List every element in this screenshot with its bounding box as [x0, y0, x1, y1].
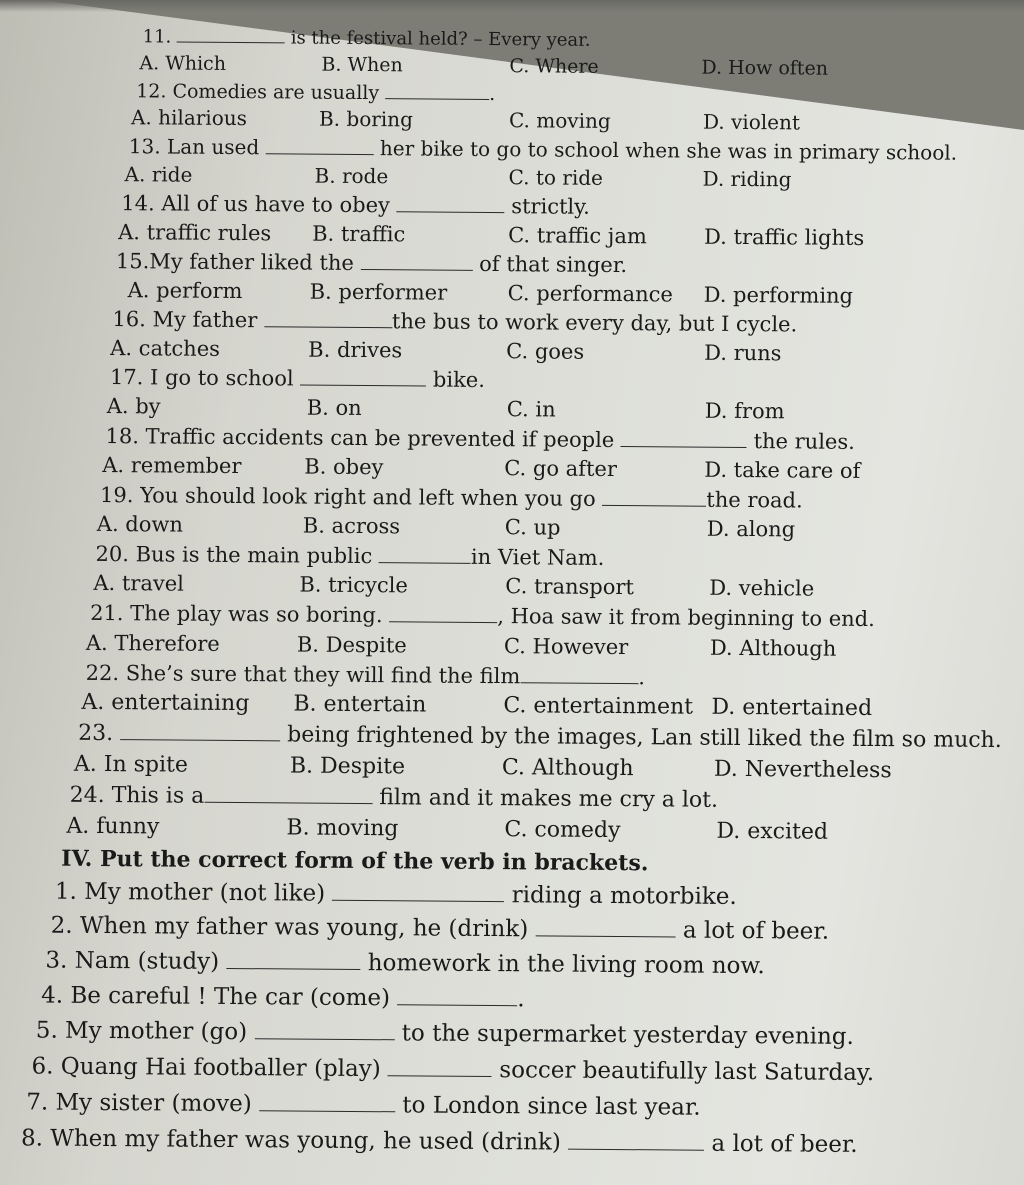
option-b[interactable]: B. Despite	[296, 632, 407, 658]
answer-blank[interactable]	[259, 1092, 395, 1112]
answer-blank[interactable]	[385, 80, 489, 100]
option-d[interactable]: D. take care of	[704, 457, 861, 483]
option-d[interactable]: D. vehicle	[709, 575, 815, 601]
option-a[interactable]: A. perform	[127, 278, 243, 304]
option-b[interactable]: B. boring	[318, 106, 414, 132]
answer-blank[interactable]	[397, 986, 517, 1006]
verb-item-3: 3. Nam (study) homework in the living room now.	[45, 947, 765, 980]
answer-blank[interactable]	[520, 664, 638, 684]
option-c[interactable]: C. Where	[509, 55, 599, 78]
option-c[interactable]: C. performance	[507, 281, 673, 307]
question-16: 16. My father the bus to work every day, but I cycle.	[112, 307, 798, 337]
option-b[interactable]: B. obey	[304, 454, 384, 480]
question-24: 24. This is a film and it makes me cry a lot.	[69, 782, 719, 813]
answer-blank[interactable]	[264, 308, 392, 328]
question-21: 21. The play was so boring. , Hoa saw it from beginning to end.	[90, 600, 875, 632]
question-19: 19. You should look right and left when you go the road.	[99, 482, 803, 513]
option-b[interactable]: B. entertain	[293, 691, 427, 718]
answer-blank[interactable]	[226, 950, 360, 970]
option-b[interactable]: B. drives	[308, 337, 403, 363]
option-a[interactable]: A. Therefore	[85, 630, 220, 656]
question-14: 14. All of us have to obey strictly.	[121, 191, 591, 219]
option-b[interactable]: B. on	[306, 395, 362, 421]
answer-blank[interactable]	[379, 544, 471, 564]
option-c[interactable]: C. traffic jam	[508, 223, 647, 249]
option-b[interactable]: B. moving	[286, 815, 399, 842]
question-20: 20. Bus is the main public in Viet Nam.	[95, 541, 605, 570]
question-17: 17. I go to school bike.	[109, 365, 486, 392]
verb-item-2: 2. When my father was young, he (drink) a lot of beer.	[50, 912, 830, 945]
option-d[interactable]: D. How often	[701, 56, 829, 80]
option-a[interactable]: A. In spite	[73, 751, 189, 778]
answer-blank[interactable]	[254, 1020, 394, 1040]
option-a[interactable]: A. catches	[110, 336, 221, 361]
option-b[interactable]: B. across	[302, 513, 401, 539]
question-11: 11. is the festival held? – Every year.	[143, 23, 591, 55]
answer-blank[interactable]	[266, 135, 374, 155]
verb-item-7: 7. My sister (move) to London since last year.	[26, 1089, 701, 1121]
answer-blank[interactable]	[397, 193, 505, 213]
option-d[interactable]: D. violent	[702, 109, 801, 135]
answer-blank[interactable]	[300, 367, 426, 387]
option-c[interactable]: C. moving	[508, 108, 611, 133]
option-b[interactable]: B. Despite	[289, 753, 406, 780]
option-d[interactable]: D. entertained	[711, 694, 873, 722]
option-c[interactable]: C. to ride	[508, 165, 604, 190]
section-iv-title: IV. Put the correct form of the verb in brackets.	[61, 845, 649, 877]
option-a[interactable]: A. travel	[93, 570, 185, 596]
option-b[interactable]: B. When	[321, 53, 403, 77]
verb-item-5: 5. My mother (go) to the supermarket yesterday evening.	[35, 1017, 855, 1050]
answer-blank[interactable]	[568, 1131, 704, 1151]
option-b[interactable]: B. tricycle	[299, 572, 408, 598]
answer-blank[interactable]	[621, 428, 747, 448]
option-a[interactable]: A. remember	[102, 452, 242, 479]
question-15: 15.My father liked the of that singer.	[115, 249, 628, 278]
option-c[interactable]: C. up	[504, 515, 561, 540]
option-a[interactable]: A. by	[106, 394, 161, 419]
answer-blank[interactable]	[177, 24, 285, 44]
option-c[interactable]: C. in	[506, 397, 556, 422]
verb-item-4: 4. Be careful ! The car (come) .	[41, 982, 525, 1013]
question-23: 23. being frightened by the images, Lan still liked the film so much.	[78, 720, 1002, 754]
verb-item-6: 6. Quang Hai footballer (play) soccer beautifully last Saturday.	[31, 1053, 875, 1087]
option-d[interactable]: D. from	[704, 398, 785, 424]
answer-blank[interactable]	[332, 882, 504, 902]
option-a[interactable]: A. funny	[66, 813, 160, 840]
option-a[interactable]: A. Which	[139, 52, 227, 75]
question-18: 18. Traffic accidents can be prevented if people the rules.	[105, 423, 855, 454]
verb-item-8: 8. When my father was young, he used (drink) a lot of beer.	[20, 1125, 858, 1158]
option-a[interactable]: A. hilarious	[130, 105, 248, 131]
option-b[interactable]: B. traffic	[312, 221, 406, 247]
question-13: 13. Lan used her bike to go to school when she was in primary school.	[128, 134, 958, 165]
option-a[interactable]: A. down	[96, 511, 184, 537]
option-a[interactable]: A. entertaining	[81, 689, 250, 717]
option-a[interactable]: A. ride	[124, 162, 193, 187]
option-c[interactable]: C. comedy	[504, 817, 621, 844]
option-d[interactable]: D. traffic lights	[704, 224, 865, 250]
option-b[interactable]: B. rode	[314, 163, 389, 189]
option-d[interactable]: D. Nevertheless	[713, 756, 892, 784]
option-a[interactable]: A. traffic rules	[118, 220, 272, 246]
question-22: 22. She’s sure that they will find the film .	[85, 660, 646, 690]
option-b[interactable]: B. performer	[309, 279, 448, 305]
answer-blank[interactable]	[120, 721, 280, 741]
option-c[interactable]: C. However	[503, 634, 629, 660]
option-c[interactable]: C. entertainment	[503, 693, 694, 720]
answer-blank[interactable]	[204, 784, 372, 804]
answer-blank[interactable]	[389, 603, 497, 623]
answer-blank[interactable]	[388, 1057, 492, 1077]
option-c[interactable]: C. transport	[505, 574, 635, 600]
verb-item-1: 1. My mother (not like) riding a motorbike.	[54, 878, 737, 910]
option-d[interactable]: D. excited	[716, 818, 829, 845]
option-c[interactable]: C. Although	[501, 755, 634, 782]
option-c[interactable]: C. goes	[506, 339, 585, 364]
option-d[interactable]: D. runs	[704, 340, 782, 366]
answer-blank[interactable]	[360, 251, 472, 271]
answer-blank[interactable]	[536, 917, 676, 937]
option-d[interactable]: D. Although	[709, 635, 837, 661]
answer-blank[interactable]	[602, 487, 706, 507]
option-d[interactable]: D. riding	[702, 166, 792, 192]
option-c[interactable]: C. go after	[504, 456, 618, 482]
option-d[interactable]: D. along	[706, 516, 796, 542]
question-12: 12. Comedies are usually .	[136, 80, 496, 106]
option-d[interactable]: D. performing	[703, 282, 854, 308]
